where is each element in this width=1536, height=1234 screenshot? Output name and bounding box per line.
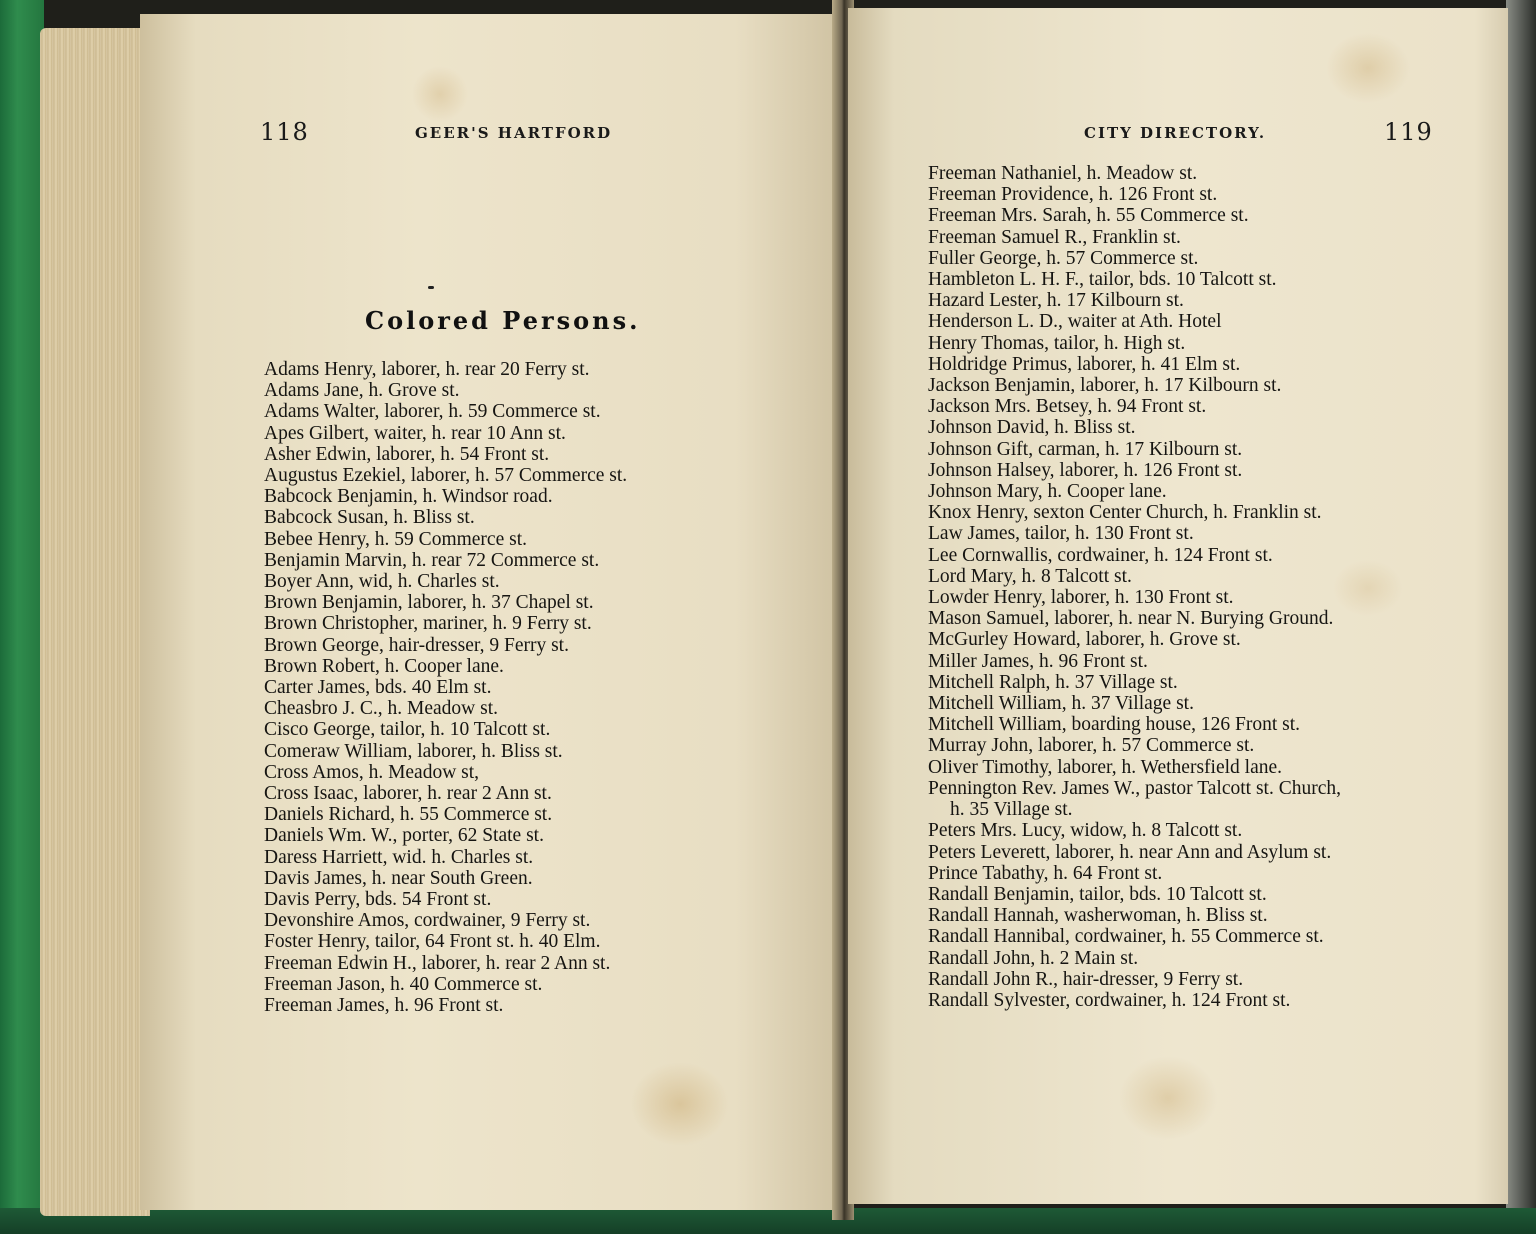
- directory-entry: h. 35 Village st.: [950, 799, 1073, 821]
- directory-entry: Randall John R., hair-dresser, 9 Ferry st.: [928, 968, 1244, 990]
- directory-entry: Adams Jane, h. Grove st.: [264, 380, 460, 402]
- directory-entry: Comeraw William, laborer, h. Bliss st.: [264, 740, 563, 762]
- directory-entry: Daniels Richard, h. 55 Commerce st.: [264, 804, 553, 826]
- directory-entry: Adams Walter, laborer, h. 59 Commerce st.: [264, 401, 601, 423]
- left-running-title: GEER'S HARTFORD: [415, 124, 613, 142]
- directory-entry: Lord Mary, h. 8 Talcott st.: [928, 565, 1132, 587]
- directory-entry: Davis Perry, bds. 54 Front st.: [264, 889, 492, 911]
- directory-entry: Cheasbro J. C., h. Meadow st.: [264, 698, 498, 720]
- directory-entry: Freeman Nathaniel, h. Meadow st.: [928, 163, 1198, 184]
- directory-entry: Davis James, h. near South Green.: [264, 867, 533, 889]
- right-page-number: 119: [1384, 118, 1433, 146]
- directory-entry: Brown George, hair-dresser, 9 Ferry st.: [264, 634, 569, 656]
- directory-entry: Holdridge Primus, laborer, h. 41 Elm st.: [928, 353, 1241, 375]
- directory-entry: Cisco George, tailor, h. 10 Talcott st.: [264, 719, 551, 741]
- directory-entry: Miller James, h. 96 Front st.: [928, 650, 1148, 672]
- directory-entry: Bebee Henry, h. 59 Commerce st.: [264, 528, 527, 550]
- directory-entry: Cross Isaac, laborer, h. rear 2 Ann st.: [264, 783, 552, 805]
- directory-entry: Knox Henry, sexton Center Church, h. Franklin st.: [928, 502, 1322, 524]
- directory-entry: Henderson L. D., waiter at Ath. Hotel: [928, 311, 1222, 333]
- book-cover-bottom-edge: [0, 1208, 1536, 1234]
- book-cover-right-edge: [1506, 0, 1536, 1234]
- directory-entry: Daress Harriett, wid. h. Charles st.: [264, 846, 534, 868]
- directory-entry: Augustus Ezekiel, laborer, h. 57 Commerce st.: [264, 465, 628, 487]
- directory-entry: Randall Hannah, washerwoman, h. Bliss st.: [928, 905, 1268, 927]
- directory-entry: Randall Sylvester, cordwainer, h. 124 Front st.: [928, 989, 1291, 1011]
- directory-entry: Babcock Susan, h. Bliss st.: [264, 507, 475, 529]
- directory-entry: Randall Benjamin, tailor, bds. 10 Talcott st.: [928, 883, 1267, 905]
- directory-entry: Pennington Rev. James W., pastor Talcott st. Church,: [928, 777, 1341, 799]
- directory-entry: Johnson Gift, carman, h. 17 Kilbourn st.: [928, 438, 1243, 460]
- directory-entry: Mason Samuel, laborer, h. near N. Burying Ground.: [928, 608, 1334, 630]
- directory-entry: Lee Cornwallis, cordwainer, h. 124 Front st.: [928, 544, 1273, 566]
- directory-entry: Apes Gilbert, waiter, h. rear 10 Ann st.: [264, 422, 566, 444]
- left-page-number: 118: [260, 118, 309, 146]
- directory-entry: Randall John, h. 2 Main st.: [928, 947, 1139, 969]
- directory-entry: Jackson Mrs. Betsey, h. 94 Front st.: [928, 396, 1207, 418]
- directory-entry: Freeman Providence, h. 126 Front st.: [928, 184, 1218, 206]
- directory-entry: Carter James, bds. 40 Elm st.: [264, 677, 492, 699]
- directory-entry: Freeman Jason, h. 40 Commerce st.: [264, 973, 543, 995]
- directory-entry: Hazard Lester, h. 17 Kilbourn st.: [928, 290, 1184, 312]
- directory-entry: Boyer Ann, wid, h. Charles st.: [264, 571, 500, 593]
- directory-entry: Adams Henry, laborer, h. rear 20 Ferry st.: [264, 359, 590, 380]
- directory-entry: Freeman Mrs. Sarah, h. 55 Commerce st.: [928, 205, 1249, 227]
- left-entry-list: [264, 359, 627, 1016]
- directory-entry: Murray John, laborer, h. 57 Commerce st.: [928, 735, 1255, 757]
- directory-entry: Law James, tailor, h. 130 Front st.: [928, 523, 1194, 545]
- directory-entry: Daniels Wm. W., porter, 62 State st.: [264, 825, 544, 847]
- directory-entry: Babcock Benjamin, h. Windsor road.: [264, 486, 553, 508]
- ink-mark: [428, 286, 434, 289]
- directory-entry: Foster Henry, tailor, 64 Front st. h. 40 Elm.: [264, 931, 601, 953]
- directory-entry: Freeman Edwin H., laborer, h. rear 2 Ann st.: [264, 952, 611, 974]
- directory-entry: Jackson Benjamin, laborer, h. 17 Kilbourn st.: [928, 375, 1282, 397]
- directory-entry: Prince Tabathy, h. 64 Front st.: [928, 862, 1163, 884]
- page-block-edges: [40, 28, 150, 1216]
- directory-entry: Peters Leverett, laborer, h. near Ann and Asylum st.: [928, 841, 1332, 863]
- right-page: [848, 8, 1508, 1204]
- directory-entry: Johnson Mary, h. Cooper lane.: [928, 481, 1167, 503]
- directory-entry: Benjamin Marvin, h. rear 72 Commerce st.: [264, 549, 600, 571]
- directory-entry: Lowder Henry, laborer, h. 130 Front st.: [928, 587, 1234, 609]
- right-running-title: CITY DIRECTORY.: [1084, 124, 1267, 142]
- directory-entry: Brown Christopher, mariner, h. 9 Ferry st.: [264, 613, 592, 635]
- directory-entry: Mitchell William, h. 37 Village st.: [928, 693, 1194, 715]
- directory-entry: Mitchell Ralph, h. 37 Village st.: [928, 671, 1178, 693]
- section-heading: Colored Persons.: [365, 306, 641, 335]
- book-cover-left-edge: [0, 0, 44, 1234]
- directory-entry: Brown Robert, h. Cooper lane.: [264, 655, 504, 677]
- directory-entry: Johnson David, h. Bliss st.: [928, 417, 1136, 439]
- directory-entry: Freeman James, h. 96 Front st.: [264, 995, 504, 1017]
- directory-entry: Peters Mrs. Lucy, widow, h. 8 Talcott st.: [928, 820, 1243, 842]
- directory-entry: McGurley Howard, laborer, h. Grove st.: [928, 629, 1241, 651]
- right-entry-list: [928, 163, 1341, 1011]
- directory-entry: Oliver Timothy, laborer, h. Wethersfield lane.: [928, 756, 1282, 778]
- directory-entry: Cross Amos, h. Meadow st,: [264, 761, 480, 783]
- directory-entry: Freeman Samuel R., Franklin st.: [928, 226, 1181, 248]
- directory-entry: Fuller George, h. 57 Commerce st.: [928, 247, 1199, 269]
- directory-entry: Brown Benjamin, laborer, h. 37 Chapel st.: [264, 592, 594, 614]
- directory-entry: Asher Edwin, laborer, h. 54 Front st.: [264, 443, 550, 465]
- left-page: [140, 14, 840, 1210]
- directory-entry: Hambleton L. H. F., tailor, bds. 10 Talcott st.: [928, 269, 1277, 291]
- directory-entry: Johnson Halsey, laborer, h. 126 Front st.: [928, 459, 1243, 481]
- directory-entry: Randall Hannibal, cordwainer, h. 55 Commerce st.: [928, 926, 1324, 948]
- directory-entry: Mitchell William, boarding house, 126 Front st.: [928, 714, 1301, 736]
- directory-entry: Devonshire Amos, cordwainer, 9 Ferry st.: [264, 910, 591, 932]
- directory-entry: Henry Thomas, tailor, h. High st.: [928, 332, 1186, 354]
